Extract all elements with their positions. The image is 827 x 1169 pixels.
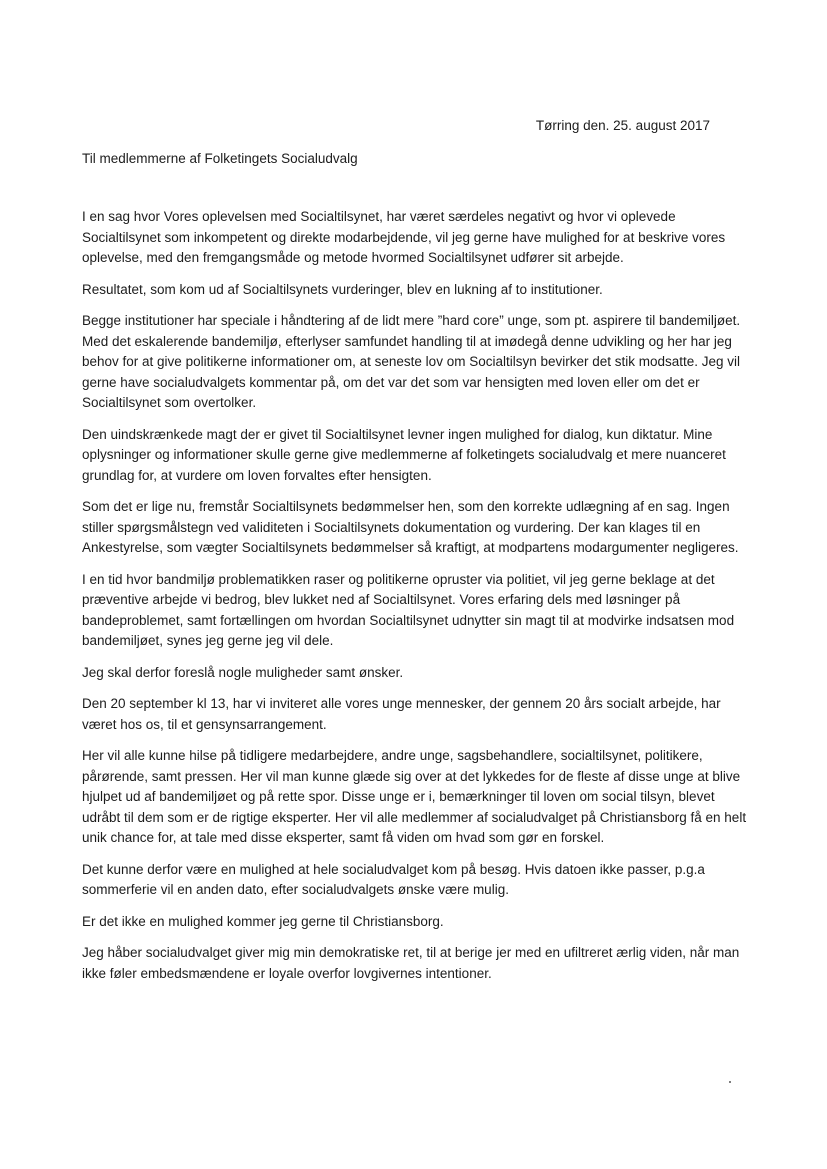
paragraph-12: Jeg håber socialudvalget giver mig min demokratiske ret, til at berige jer med en ufiltreret ærlig viden, når man ikke føler embedsmændene er loyale overfor lovgivernes intentioner. [82,945,740,981]
paragraph-7: Jeg skal derfor foreslå nogle muligheder samt ønsker. [82,664,404,680]
paragraph-10: Det kunne derfor være en mulighed at hele socialudvalget kom på besøg. Hvis datoen ikke passer, p.g.a sommerferie vil en anden dato, efter socialudvalgets ønske være mulig. [82,861,705,897]
paragraph-9: Her vil alle kunne hilse på tidligere medarbejdere, andre unge, sagsbehandlere, socialtilsynet, politikere, pårørende, samt pressen. Her vil man kunne glæde sig over at det lykkedes for de fleste af disse unge at blive hjulpet ud af bandemiljøet og på rette spor. Disse unge er i, bemærkninger til loven om social tilsyn, blevet udråbt til dem som er de rigtige eksperter. Her vil alle medlemmer af socialudvalget på Christiansborg få en helt unik chance for, at tale med disse eksperter, samt få viden om hvad som gør en forskel. [82,748,747,845]
letter-recipient: Til medlemmerne af Folketingets Socialudvalg [82,151,358,166]
paragraph-11: Er det ikke en mulighed kommer jeg gerne til Christiansborg. [82,913,444,929]
letter-body [82,207,754,995]
paragraph-2: Resultatet, som kom ud af Socialtilsynets vurderinger, blev en lukning af to institutioner. [82,281,603,297]
paragraph-4: Den uindskrænkede magt der er givet til Socialtilsynet levner ingen mulighed for dialog, kun diktatur. Mine oplysninger og informationer skulle gerne give medlemmerne af folketingets socialudvalg et mere nuanceret grundlag for, at vurdere om loven forvaltes efter hensigten. [82,426,726,483]
paragraph-8: Den 20 september kl 13, har vi inviteret alle vores unge mennesker, der gennem 20 års socialt arbejde, har været hos os, til et gensynsarrangement. [82,696,721,732]
paragraph-1: I en sag hvor Vores oplevelsen med Socialtilsynet, har været særdeles negativt og hvor vi oplevede Socialtilsynet som inkompetent og direkte modarbejdende, vil jeg gerne have mulighed for at beskrive vores oplevelse, med den fremgangsmåde og metode hvormed Socialtilsynet udfører sit arbejde. [82,209,726,265]
paragraph-6: I en tid hvor bandmiljø problematikken raser og politikerne opruster via politiet, vil jeg gerne beklage at det præventive arbejde vi bedrog, blev lukket ned af Socialtilsynet. Vores erfaring dels med løsninger på bandeproblemet, samt fortællingen om hvordan Socialtilsynet udnytter sin magt til at modvirke indsatsen mod bandemiljøet, synes jeg gerne jeg vil dele. [82,571,735,648]
paragraph-5: Som det er lige nu, fremstår Socialtilsynets bedømmelser hen, som den korrekte udlægning af en sag. Ingen stiller spørgsmålstegn ved validiteten i Socialtilsynets dokumentation og vurdering. Der kan klages til en Ankestyrelse, som vægter Socialtilsynets bedømmelser så kraftigt, at modpartens modargumenter negligeres. [82,499,739,555]
paragraph-3: Begge institutioner har speciale i håndtering af de lidt mere ”hard core” unge, som pt. aspirere til bandemiljøet. Med det eskalerende bandemiljø, efterlyser samfundet handling til at imødegå denne udvikling og her har jeg behov for at give politikerne informationer om, at seneste lov om Socialtilsyn bevirker det stik modsatte. Jeg vil gerne have socialudvalgets kommentar på, om det var det som var hensigten med loven eller om det er Socialtilsynet som overtolker. [82,313,741,410]
scan-speck [729,1081,731,1083]
letter-date: Tørring den. 25. august 2017 [535,118,710,133]
